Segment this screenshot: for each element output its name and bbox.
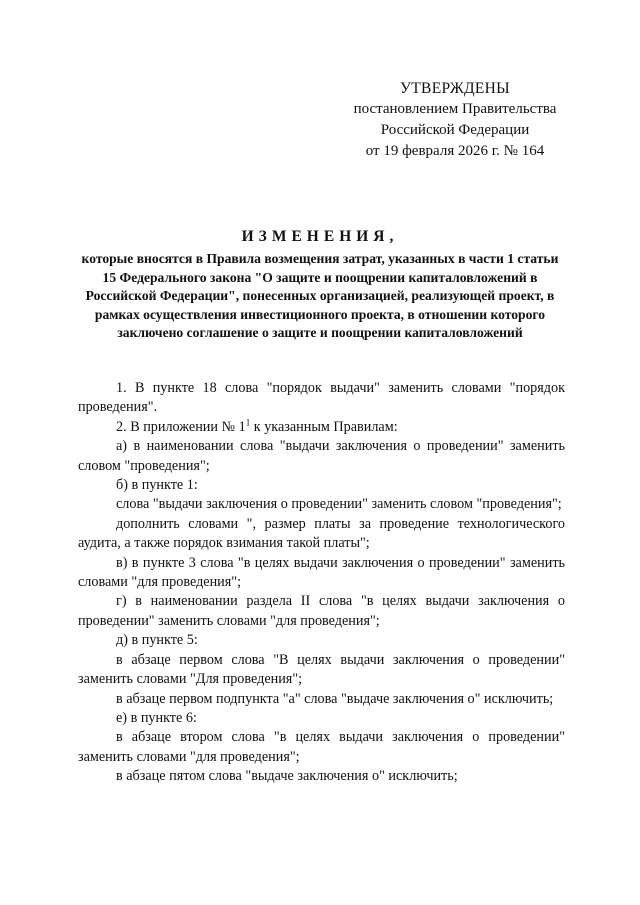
approval-date: от 19 февраля 2026 г. № 164 bbox=[365, 143, 545, 159]
footnote-mark: 1 bbox=[245, 417, 251, 428]
approval-heading: УТВЕРЖДЕНЫ bbox=[400, 80, 510, 97]
paragraph: а) в наименовании слова "выдачи заключения о проведении" заменить словом "проведения"; bbox=[78, 438, 565, 474]
paragraph: в) в пункте 3 слова "в целях выдачи заключения о проведении" заменить словами "для проведения"; bbox=[78, 554, 565, 591]
approval-line: постановлением Правительства bbox=[353, 101, 557, 117]
paragraph: е) в пункте 6: bbox=[116, 709, 197, 726]
paragraph: д) в пункте 5: bbox=[116, 632, 198, 649]
paragraph: г) в наименовании раздела II слова "в целях выдачи заключения о проведении" заменить словами "для проведения"; bbox=[78, 593, 565, 629]
document-body bbox=[78, 379, 565, 787]
paragraph: дополнить словами ", размер платы за проведение технологического аудита, а также порядок взимания такой платы"; bbox=[78, 515, 565, 552]
paragraph: в абзаце первом подпункта "а" слова "выдаче заключения о" исключить; bbox=[116, 690, 554, 707]
paragraph: в абзаце первом слова "В целях выдачи заключения о проведении" заменить словами "Для проведения"; bbox=[78, 651, 565, 688]
paragraph-text: 2. В приложении № 1 bbox=[116, 418, 246, 435]
paragraph: в абзаце пятом слова "выдаче заключения о" исключить; bbox=[116, 768, 458, 785]
document-subtitle: которые вносятся в Правила возмещения затрат, указанных в части 1 статьи 15 Федерального закона "О защите и поощрении капиталовложений в Российской Федерации", понесенных организацией, реализующей проект, в рамках осуществления инвестиционного проекта, в отношении которого заключено соглашение о защите и поощрении капиталовложений bbox=[81, 251, 559, 340]
paragraph: 1. В пункте 18 слова "порядок выдачи" заменить словами "порядок проведения". bbox=[78, 380, 565, 416]
paragraph-text: к указанным Правилам: bbox=[250, 418, 398, 435]
paragraph: б) в пункте 1: bbox=[116, 477, 198, 494]
paragraph: слова "выдачи заключения о проведении" заменить словом "проведения"; bbox=[116, 496, 562, 513]
paragraph: в абзаце втором слова "в целях выдачи заключения о проведении" заменить словами "для проведения"; bbox=[78, 729, 565, 765]
approval-line: Российской Федерации bbox=[380, 122, 530, 138]
paragraph bbox=[78, 418, 565, 437]
approval-block bbox=[330, 78, 580, 162]
document-title: ИЗМЕНЕНИЯ, bbox=[241, 228, 399, 245]
